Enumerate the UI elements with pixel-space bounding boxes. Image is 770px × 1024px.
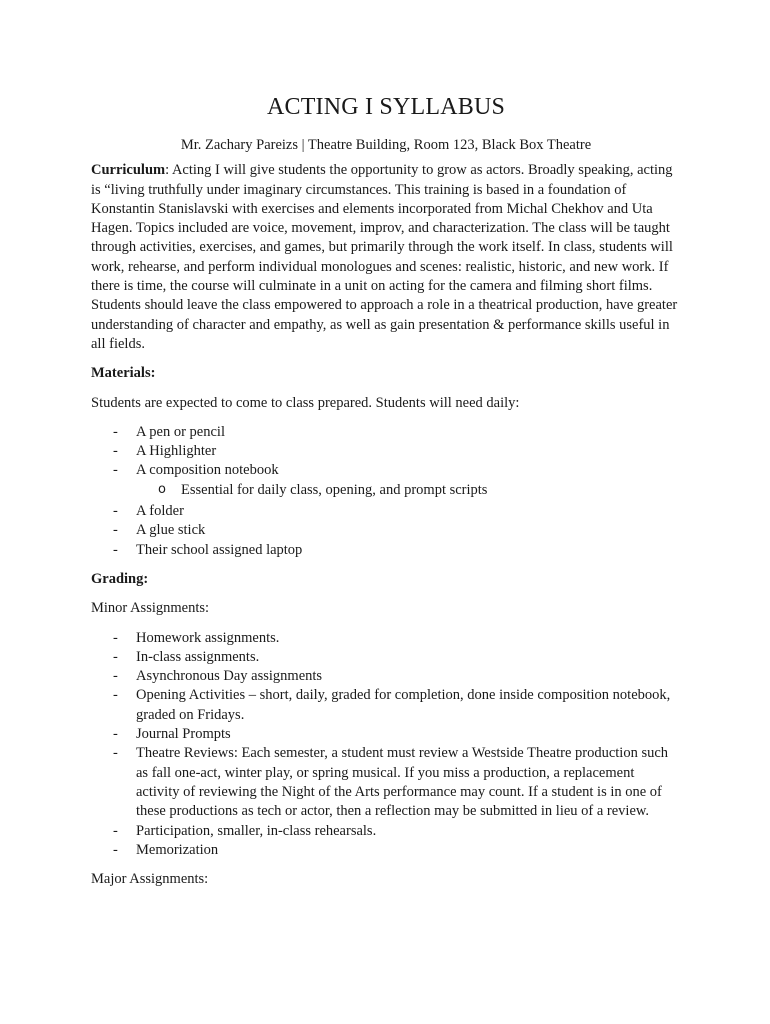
minor-item: Opening Activities – short, daily, graded for completion, done inside composition notebook, graded on Fridays. — [136, 687, 671, 723]
list-item — [91, 629, 681, 648]
list-marker: - — [113, 462, 118, 479]
list-item — [91, 841, 681, 860]
minor-item: Asynchronous Day assignments — [136, 668, 323, 685]
instructor-info: Mr. Zachary Pareizs | Theatre Building, Room 123, Black Box Theatre — [180, 137, 592, 153]
materials-item: Their school assigned laptop — [136, 541, 303, 558]
list-item — [91, 423, 681, 442]
materials-item: A composition notebook — [136, 462, 279, 479]
curriculum-label: Curriculum — [91, 162, 166, 179]
list-item — [91, 725, 681, 744]
materials-item: A pen or pencil — [136, 423, 225, 440]
list-item — [136, 481, 681, 500]
materials-item: A folder — [136, 503, 184, 520]
minor-item: Theatre Reviews: Each semester, a student must review a Westside Theatre production such as fall one-act, winter play, or spring musical. If you miss a production, a replacement activity of reviewing the Night of the Arts performance may count. If a student is in one of these productions as tech or actor, then a reflection may be submitted in lieu of a review. — [136, 745, 669, 820]
minor-item: Memorization — [136, 841, 219, 858]
list-item — [91, 648, 681, 667]
notebook-sublist — [136, 481, 681, 500]
list-marker: - — [113, 522, 118, 539]
list-marker: - — [113, 443, 118, 460]
curriculum-text: : Acting I will give students the opportunity to grow as actors. Broadly speaking, acting is “living truthfully under imaginary circumstances. This training is based in a foundation of Konstantin Stanislavski with exercises and elements incorporated from Michal Chekhov and Uta Hagen. Topics included are voice, movement, improv, and characterization. The class will be taught through activities, exercises, and games, but primarily through the work itself. In class, students will work, rehearse, and perform individual monologues and scenes: realistic, historic, and new work. If there is time, the course will culminate in a unit on acting for the camera and filming short films. Students should leave the class empowered to approach a role in a theatrical production, have greater understanding of character and empathy, as well as gain presentation & performance skills useful in all fields. — [91, 162, 678, 352]
page-title: ACTING I SYLLABUS — [266, 94, 506, 120]
list-item — [91, 744, 681, 821]
list-marker: - — [113, 822, 118, 839]
list-item — [91, 667, 681, 686]
materials-item: A Highlighter — [136, 443, 217, 460]
list-item — [91, 686, 681, 725]
list-item — [91, 461, 681, 500]
grading-heading: Grading: — [91, 570, 149, 587]
list-marker: - — [113, 423, 118, 440]
list-marker: - — [113, 541, 118, 558]
list-marker: - — [113, 745, 118, 762]
list-item — [91, 502, 681, 521]
curriculum-paragraph — [91, 161, 681, 354]
list-marker: - — [113, 668, 118, 685]
list-item — [91, 521, 681, 540]
materials-item: A glue stick — [136, 522, 206, 539]
materials-heading: Materials: — [91, 365, 156, 382]
materials-list — [91, 423, 681, 560]
minor-assignments-heading: Minor Assignments: — [91, 600, 210, 617]
materials-intro: Students are expected to come to class prepared. Students will need daily: — [91, 394, 520, 411]
list-item — [91, 442, 681, 461]
major-assignments-heading: Major Assignments: — [91, 871, 209, 888]
minor-item: Journal Prompts — [136, 726, 231, 743]
minor-assignments-list — [91, 629, 681, 861]
list-marker: - — [113, 648, 118, 665]
minor-item: Participation, smaller, in-class rehearsals. — [136, 822, 377, 839]
minor-item: In-class assignments. — [136, 648, 260, 665]
notebook-sub-item: Essential for daily class, opening, and prompt scripts — [181, 481, 488, 498]
syllabus-page — [91, 92, 681, 889]
list-marker: - — [113, 687, 118, 704]
minor-item: Homework assignments. — [136, 629, 280, 646]
sublist-marker: o — [158, 481, 166, 497]
list-marker: - — [113, 503, 118, 520]
list-item — [91, 822, 681, 841]
list-marker: - — [113, 726, 118, 743]
list-item — [91, 541, 681, 560]
list-marker: - — [113, 841, 118, 858]
list-marker: - — [113, 629, 118, 646]
